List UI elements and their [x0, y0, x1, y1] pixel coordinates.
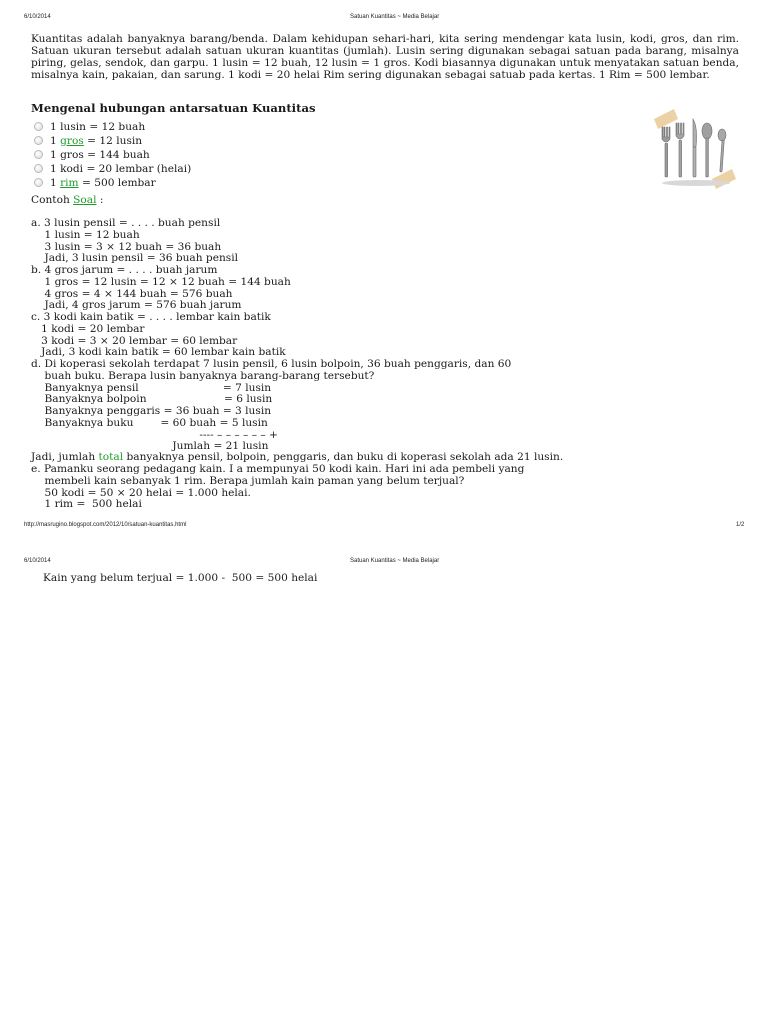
relation-text [50, 177, 156, 189]
example-line: 1 gros = 12 lusin = 12 × 12 buah = 144 buah [31, 275, 291, 288]
print-title-page2: Satuan Kuantitas ~ Media Belajar [350, 558, 440, 564]
relation-text-prefix: 1 gros = 144 buah [50, 148, 150, 161]
example-line: 1 kodi = 20 lembar [31, 322, 145, 335]
relation-item [34, 162, 191, 175]
radio-bullet[interactable] [34, 150, 43, 159]
intro-paragraph: Kuantitas adalah banyaknya barang/benda. Dalam kehidupan sehari-hari, kita sering mendengar kata lusin, kodi, gros, dan rim. Satuan ukuran tersebut adalah satuan ukuran kuantitas (jumlah). Lusin sering digunakan sebagai satuan pada barang, misalnya piring, gelas, sendok, dan garpu. 1 lusin = 12 buah, 12 lusin = 1 gros. Kodi biasannya digunakan untuk menyatakan satuan benda, misalnya kain, pakaian, dan sarung. 1 kodi = 20 helai Rim sering digunakan sebagai satuab pada kertas. 1 Rim = 500 lembar. [31, 33, 739, 81]
total-line-prefix: Jadi, jumlah [31, 451, 99, 463]
relation-item [34, 134, 142, 147]
example-heading-prefix: Contoh [31, 194, 74, 206]
example-e-line: 1 rim = 500 helai [31, 498, 142, 511]
print-date: 6/10/2014 [24, 14, 51, 20]
relation-text [50, 163, 191, 175]
unit-link[interactable]: rim [60, 176, 79, 189]
print-date-page2: 6/10/2014 [24, 558, 51, 564]
relation-text-suffix: = 500 lembar [78, 176, 156, 189]
example-line: d. Di koperasi sekolah terdapat 7 lusin pensil, 6 lusin bolpoin, 36 buah penggaris, dan 60 [31, 358, 512, 370]
example-line: Banyaknya pensil = 7 lusin [31, 381, 272, 394]
total-highlight[interactable]: total [98, 451, 124, 463]
example-line: buah buku. Berapa lusin banyaknya barang-barang tersebut? [31, 369, 375, 382]
example-heading [31, 194, 103, 206]
remaining-fabric-line: Kain yang belum terjual = 1.000 - 500 = 500 helai [43, 572, 318, 584]
example-e-line: membeli kain sebanyak 1 rim. Berapa jumlah kain paman yang belum terjual? [31, 474, 465, 487]
example-line: 4 gros = 4 × 144 buah = 576 buah [31, 287, 233, 300]
example-line: 3 kodi = 3 × 20 lembar = 60 lembar [31, 334, 238, 347]
total-line [31, 451, 563, 463]
total-line-suffix: banyaknya pensil, bolpoin, penggaris, dan buku di koperasi sekolah ada 21 lusin. [123, 451, 564, 463]
radio-bullet[interactable] [34, 178, 43, 187]
radio-bullet[interactable] [34, 136, 43, 145]
relation-item [34, 148, 150, 161]
cutlery-image [652, 105, 738, 191]
relation-text-prefix: 1 [50, 176, 61, 189]
relation-text [50, 121, 145, 133]
radio-bullet[interactable] [34, 122, 43, 131]
example-line: Jumlah = 21 lusin [31, 440, 269, 453]
relation-text [50, 149, 150, 161]
example-line: ---- – – – – – – + [31, 428, 278, 441]
example-line: c. 3 kodi kain batik = . . . . lembar kain batik [31, 311, 271, 323]
example-line: 3 lusin = 3 × 12 buah = 36 buah [31, 240, 222, 253]
print-url: http://masrugino.blogspot.com/2012/10/satuan-kuantitas.html [24, 522, 187, 528]
example-line: Banyaknya bolpoin = 6 lusin [31, 393, 273, 406]
soal-link[interactable]: Soal [73, 194, 97, 206]
example-e-line: 50 kodi = 50 × 20 helai = 1.000 helai. [31, 486, 251, 499]
relation-text-prefix: 1 kodi = 20 lembar (helai) [50, 162, 192, 175]
relation-item [34, 120, 145, 133]
example-line: Banyaknya penggaris = 36 buah = 3 lusin [31, 405, 272, 417]
example-line: a. 3 lusin pensil = . . . . buah pensil [31, 217, 221, 229]
print-title: Satuan Kuantitas ~ Media Belajar [350, 14, 440, 20]
example-e-line: e. Pamanku seorang pedagang kain. I a mempunyai 50 kodi kain. Hari ini ada pembeli yang [31, 463, 525, 475]
example-line: Jadi, 4 gros jarum = 576 buah jarum [31, 299, 242, 312]
relation-text-suffix: = 12 lusin [83, 134, 143, 147]
example-line: Banyaknya buku = 60 buah = 5 lusin [31, 416, 268, 429]
unit-link[interactable]: gros [60, 134, 84, 147]
example-line: b. 4 gros jarum = . . . . buah jarum [31, 264, 218, 276]
relation-item [34, 176, 156, 189]
relation-text [50, 135, 142, 147]
example-line: Jadi, 3 lusin pensil = 36 buah pensil [31, 252, 239, 265]
page-number: 1/2 [736, 522, 745, 528]
example-line: 1 lusin = 12 buah [31, 228, 140, 241]
example-heading-suffix: : [96, 194, 104, 206]
radio-bullet[interactable] [34, 164, 43, 173]
relation-text-prefix: 1 lusin = 12 buah [50, 120, 146, 133]
section-title: Mengenal hubungan antarsatuan Kuantitas [31, 101, 316, 115]
relation-text-prefix: 1 [50, 134, 61, 147]
example-line: Jadi, 3 kodi kain batik = 60 lembar kain batik [31, 346, 286, 359]
